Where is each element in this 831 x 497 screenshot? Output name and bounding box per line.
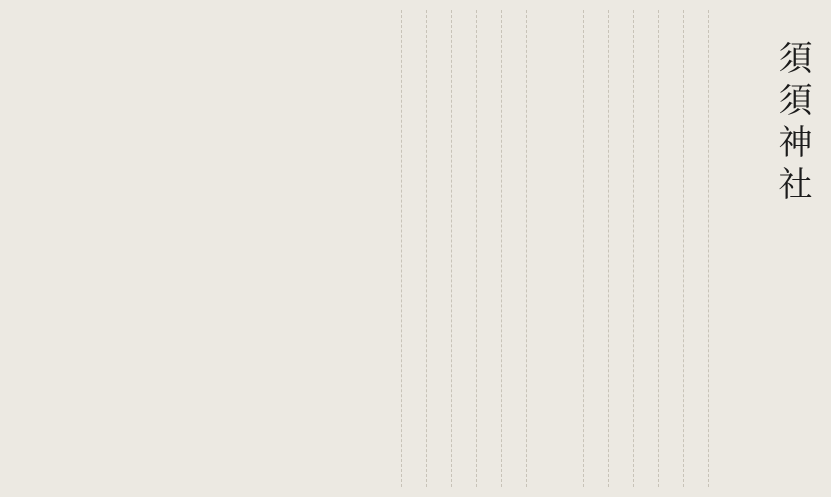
text-column — [615, 10, 634, 487]
text-column — [408, 10, 427, 487]
text-column — [665, 10, 684, 487]
text-column — [433, 10, 452, 487]
text-column — [383, 10, 402, 487]
text-column — [690, 10, 709, 487]
shrine-title: 須須神社 — [772, 40, 812, 208]
text-column — [640, 10, 659, 487]
section-heading — [533, 10, 559, 487]
shrine-address — [747, 10, 767, 487]
section-heading — [715, 10, 741, 487]
text-column — [590, 10, 609, 487]
text-column — [458, 10, 477, 487]
text-column — [508, 10, 527, 487]
text-column — [565, 10, 584, 487]
text-column — [483, 10, 502, 487]
